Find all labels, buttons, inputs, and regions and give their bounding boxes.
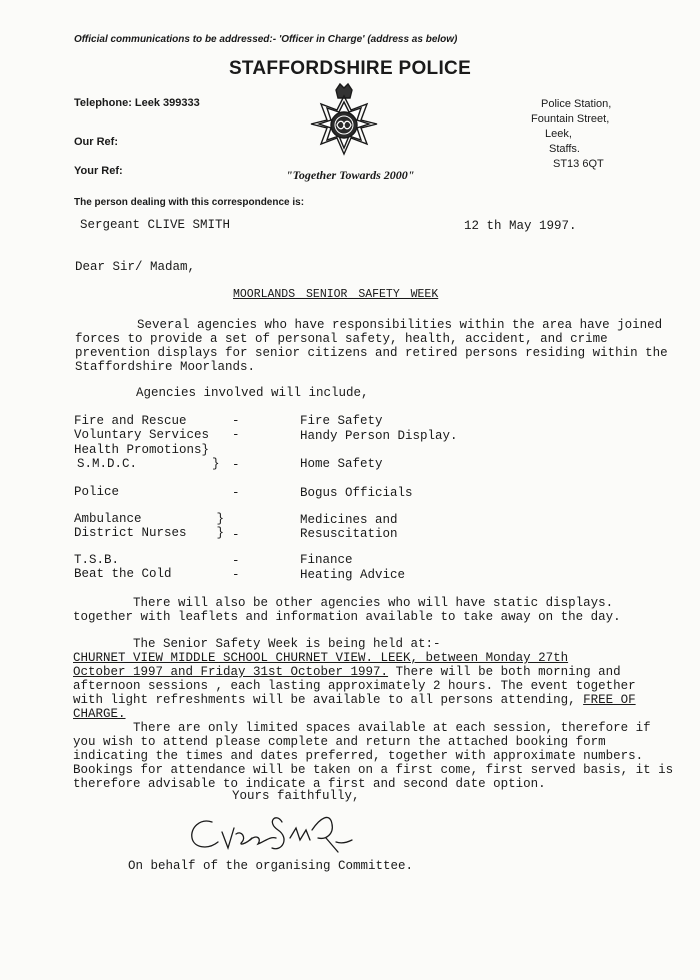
closing: Yours faithfully, [232,789,360,803]
telephone: Telephone: Leek 399333 [74,97,200,109]
agency-display: Resuscitation [300,527,398,541]
dealing-label: The person dealing with this correspondence is: [74,197,305,208]
paragraph-line: There are only limited spaces available at each session, therefore if [133,721,651,735]
paragraph-line: forces to provide a set of personal safety, health, accident, and crime [75,332,608,346]
paragraph-line: Staffordshire Moorlands. [75,360,256,374]
agency-dash: - [232,458,240,472]
force-motto: "Together Towards 2000" [286,168,415,182]
agency-display: Fire Safety [300,414,383,428]
agency-name: Police [74,485,120,499]
address-line-2: Fountain Street, [531,113,610,125]
agency-display: Handy Person Display. [300,429,458,443]
agency-name: District Nurses } [74,526,225,540]
salutation: Dear Sir/ Madam, [75,260,196,274]
agency-name: Beat the Cold [74,567,172,581]
venue-dates: October 1997 and Friday 31st October 1997. [73,665,389,679]
agency-display: Medicines and [300,513,398,527]
paragraph-line: There will also be other agencies who will have static displays. [133,596,614,610]
venue-line: CHURNET VIEW MIDDLE SCHOOL CHURNET VIEW. LEEK, between Monday 27th [73,651,569,665]
agency-name: Fire and Rescue [74,414,187,428]
free-of-charge: FREE OF [583,693,636,707]
paragraph-line: together with leaflets and information available to take away on the day. [73,610,621,624]
letter-subject: MOORLANDS SENIOR SAFETY WEEK [233,288,439,301]
paragraph-line [73,693,636,707]
agency-dash: - [232,568,240,582]
agency-display: Bogus Officials [300,486,413,500]
free-of-charge-end: CHARGE. [73,707,126,721]
letter-date: 12 th May 1997. [464,219,577,233]
address-postcode: ST13 6QT [553,158,604,170]
handwritten-signature [186,808,356,858]
agency-display: Home Safety [300,457,383,471]
paragraph-line: The Senior Safety Week is being held at:- [133,637,441,651]
paragraph-static-displays [73,596,621,624]
agencies-intro: Agencies involved will include, [136,386,369,400]
your-ref-label: Your Ref: [74,165,123,177]
paragraph-line: indicating the times and dates preferred, together with approximate numbers. [73,749,644,763]
paragraph-line: Several agencies who have responsibilities within the area have joined [137,318,663,332]
paragraph-booking [73,721,673,791]
agency-name: Ambulance } [74,512,225,526]
agency-dash: - [232,414,240,428]
paragraph-intro [75,318,668,374]
agency-display: Heating Advice [300,568,406,582]
agency-name: Health Promotions} [74,443,210,457]
address-instruction-note: Official communications to be addressed:- 'Officer in Charge' (address as below) [74,34,458,45]
agency-dash: - [232,528,240,542]
agency-dash: - [232,428,240,442]
paragraph-line: prevention displays for senior citizens and retired persons residing within the [75,346,668,360]
agency-name: Voluntary Services [74,428,210,442]
address-line-4: Staffs. [549,143,580,155]
agency-name: S.M.D.C. } [77,457,220,471]
paragraph-line: you wish to attend please complete and return the attached booking form [73,735,606,749]
paragraph-line [73,665,636,679]
officer-name: Sergeant CLIVE SMITH [80,218,231,232]
paragraph-line: afternoon sessions , each lasting approximately 2 hours. The event together [73,679,636,693]
police-crest-icon [305,82,383,164]
agency-name: T.S.B. [74,553,120,567]
address-line-3: Leek, [545,128,572,140]
agency-dash: - [232,486,240,500]
on-behalf-of: On behalf of the organising Committee. [128,859,414,873]
paragraph-line-rest: There will be both morning and [388,665,621,679]
our-ref-label: Our Ref: [74,136,118,148]
address-line-1: Police Station, [541,98,612,110]
paragraph-line: Bookings for attendance will be taken on a first come, first served basis, it is [73,763,674,777]
agency-dash: - [232,554,240,568]
paragraph-line-rest: with light refreshments will be available to all persons attending, [73,693,576,707]
agency-display: Finance [300,553,353,567]
force-name: STAFFORDSHIRE POLICE [228,58,472,79]
paragraph-line: therefore advisable to indicate a first and second date option. [73,777,546,791]
paragraph-venue [73,637,636,721]
